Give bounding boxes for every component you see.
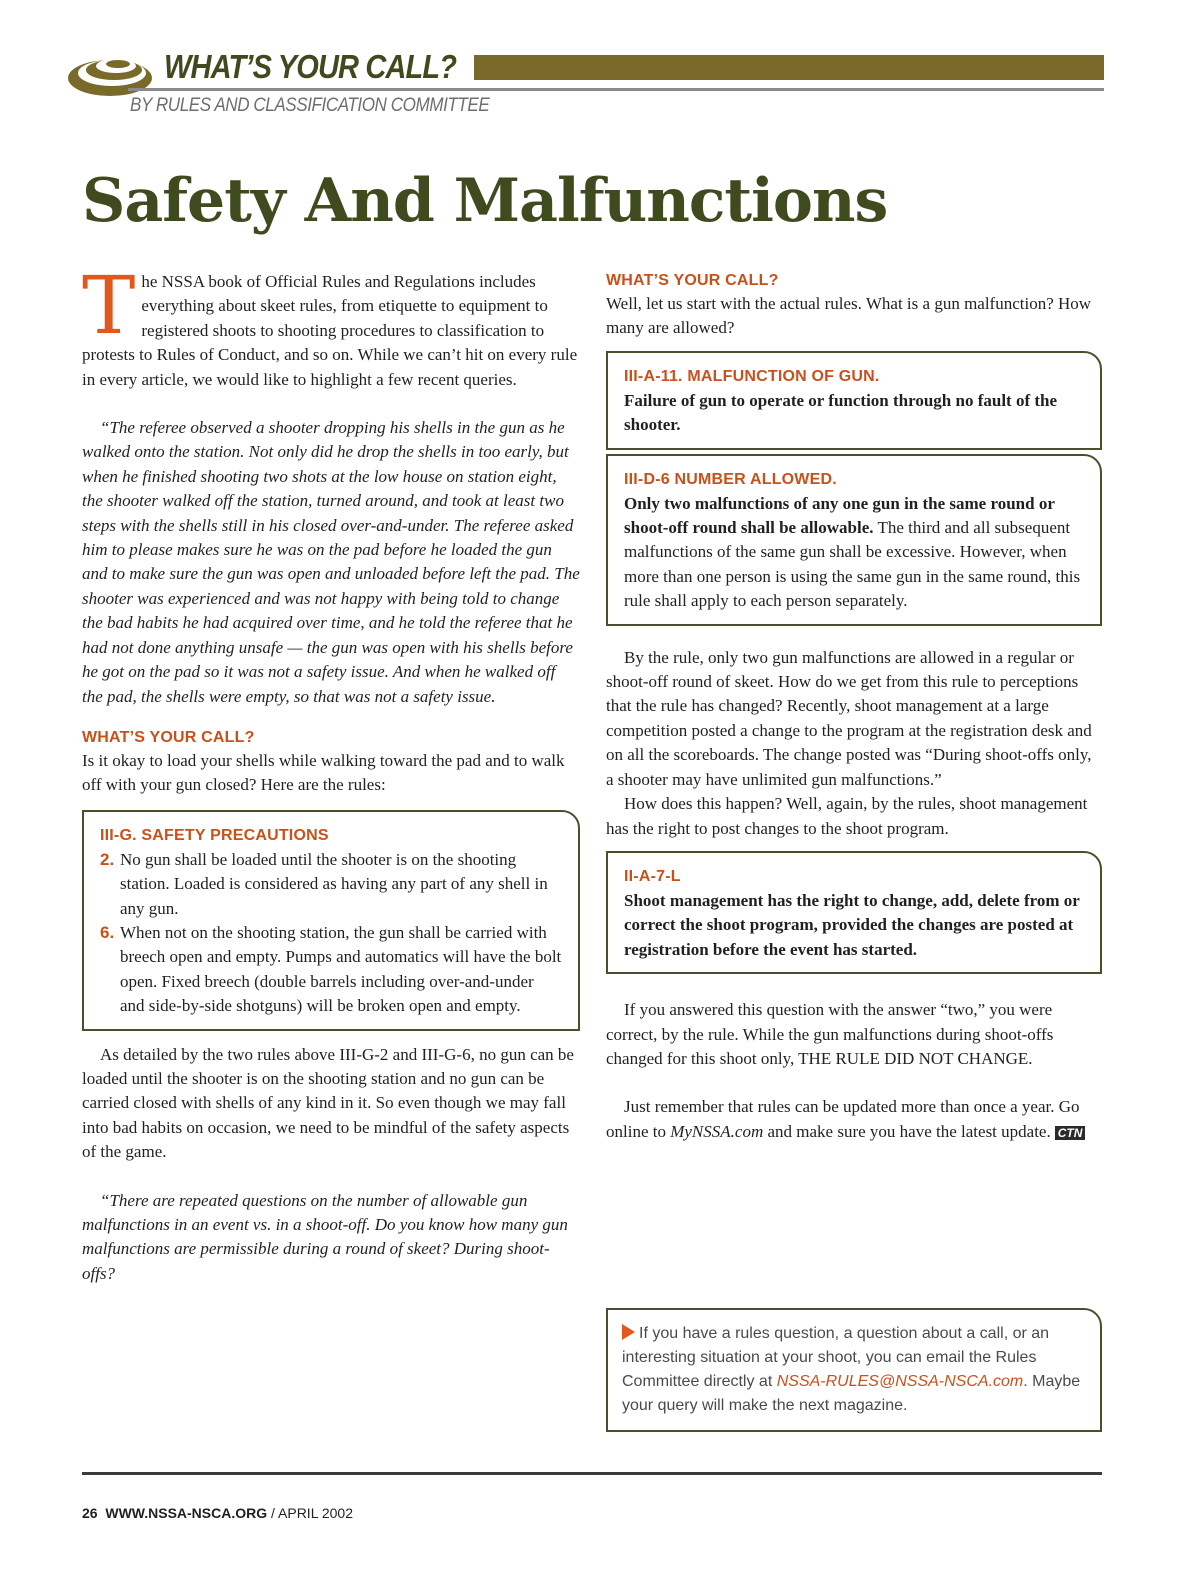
page-header: [64, 36, 1106, 126]
body-paragraph: If you answered this question with the answer “two,” you were correct, by the rule. While the gun malfunctions during shoot-offs changed for this shoot only, THE RULE DID NOT CHANGE.: [606, 1000, 1054, 1068]
rule-box-title: III-A-11. MALFUNCTION OF GUN.: [624, 367, 880, 385]
page-footer: [82, 1505, 353, 1521]
rule-box-title: II-A-7-L: [624, 867, 681, 885]
body-paragraph: How does this happen? Well, again, by the rules, shoot management has the right to post changes to the shoot program.: [606, 794, 1088, 838]
rule-box-shoot-management: [606, 851, 1102, 974]
rule-box-malfunction: [606, 351, 1102, 450]
drop-cap: T: [82, 259, 136, 352]
ctn-logo: CTN: [1055, 1126, 1086, 1140]
rule-item: [100, 921, 562, 1019]
body-paragraph: By the rule, only two gun malfunctions are allowed in a regular or shoot-off round of skeet. How do we get from this rule to perceptions that the rule has changed? Recently, shoot management at a large competition posted a change to the program at the registration desk and on all the scoreboards. The change posted was “During shoot-offs only, a shooter may have unlimited gun malfunctions.”: [606, 647, 1092, 789]
title-bar: [474, 55, 1104, 80]
rule-text: Shoot management has the right to change, add, delete from or correct the shoot program, provided the changes are posted at registration before the event has started.: [624, 890, 1080, 959]
email-link[interactable]: NSSA-RULES@NSSA-NSCA.com: [776, 1373, 1024, 1390]
rules-question-notice: If you have a rules question, a question about a call, or an interesting situation at your shoot, you can email the Rules Committee directly at NSSA-RULES@NSSA-NSCA.com. Maybe your query will make the next magazine.: [606, 1308, 1102, 1432]
rule-item: [100, 848, 562, 921]
quote-paragraph: “The referee observed a shooter dropping his shells in the gun as he walked onto the station. Not only did he drop the shells in too early, but when he finished shooting two shots at the low house on station eight, the shooter walked off the station, turned around, and took at least two steps with the shells still in his closed over-and-under. The referee asked him to please makes sure he was on the pad before he loaded the gun and to make sure the gun was open and unloaded before left the pad. The shooter was experienced and was not happy with being told to change the bad habits he had acquired over time, and he told the referee that he had not done anything unsafe — the gun was open with his shells before he got on the pad so it was not a safety issue. And when he walked off the pad, the shells were empty, so that was not a safety issue.: [82, 418, 580, 706]
page-title: Safety And Malfunctions: [82, 166, 888, 236]
subhead: WHAT’S YOUR CALL?: [606, 272, 779, 289]
arrow-icon: [622, 1324, 635, 1340]
body-paragraph: As detailed by the two rules above III-G-2 and III-G-6, no gun can be loaded until the shooter is on the shooting station and no gun can be carried closed with shells of any kind in it. So even though we may fall into bad habits on occasion, we need to be mindful of the safety aspects of the game.: [82, 1044, 574, 1162]
byline: BY RULES AND CLASSIFICATION COMMITTEE: [130, 95, 490, 116]
rule-text: No gun shall be loaded until the shooter is on the shooting station. Loaded is considered as having any part of any shell in any gun.: [120, 849, 548, 918]
section-title: WHAT’S YOUR CALL?: [164, 48, 457, 85]
body-paragraph: Well, let us start with the actual rules. What is a gun malfunction? How many are allowed?: [606, 294, 1092, 338]
rule-text: Failure of gun to operate or function through no fault of the shooter.: [624, 390, 1058, 435]
subhead: WHAT’S YOUR CALL?: [82, 728, 255, 746]
left-column: [82, 259, 580, 1286]
footer-site: WWW.NSSA-NSCA.ORG: [105, 1505, 268, 1521]
rule-box-title: III-G. SAFETY PRECAUTIONS: [100, 826, 329, 844]
body-paragraph: Just remember that rules can be updated more than once a year. Go online to MyNSSA.com and make sure you have the latest update. CTN: [606, 1095, 1102, 1145]
page-number: 26: [82, 1505, 98, 1521]
website-link[interactable]: MyNSSA.com: [670, 1121, 764, 1141]
rule-box-number-allowed: [606, 454, 1102, 626]
title-rule: [128, 88, 1104, 91]
clay-target-logo-icon: [64, 42, 158, 102]
question-paragraph: Is it okay to load your shells while walking toward the pad and to walk off with your gun closed? Here are the rules:: [82, 750, 565, 795]
footer-rule: [82, 1472, 1102, 1475]
rule-box-safety: [82, 810, 580, 1031]
rule-number: 2.: [100, 849, 115, 869]
quote-paragraph: “There are repeated questions on the number of allowable gun malfunctions in an event vs. in a shoot-off. Do you know how many gun malfunctions are permissible during a round of skeet? During shoot-offs?: [82, 1190, 568, 1283]
rule-text: When not on the shooting station, the gun shall be carried with breech open and empty. Pumps and automatics will have the bolt open. Fixed breech (double barrels including over-and-under and side-by-side shotguns) will be broken open and empty.: [120, 922, 562, 1016]
rule-box-title: III-D-6 NUMBER ALLOWED.: [624, 470, 837, 488]
intro-paragraph: The NSSA book of Official Rules and Regulations includes everything about skeet rules, from etiquette to equipment to registered shoots to shooting procedures to classification to protests to Rules of Conduct, and so on. While we can’t hit on every rule in every article, we would like to highlight a few recent queries.: [82, 259, 578, 389]
right-column: [606, 270, 1102, 1145]
rule-number: 6.: [100, 922, 115, 942]
footer-date: / APRIL 2002: [271, 1505, 353, 1521]
rule-text: Only two malfunctions of any one gun in the same round or shoot-off round shall be allowable. The third and all subsequent malfunctions of the same gun shall be excessive. However, when more than one person is using the same gun in the same round, this rule shall apply to each person separately.: [624, 493, 1081, 611]
